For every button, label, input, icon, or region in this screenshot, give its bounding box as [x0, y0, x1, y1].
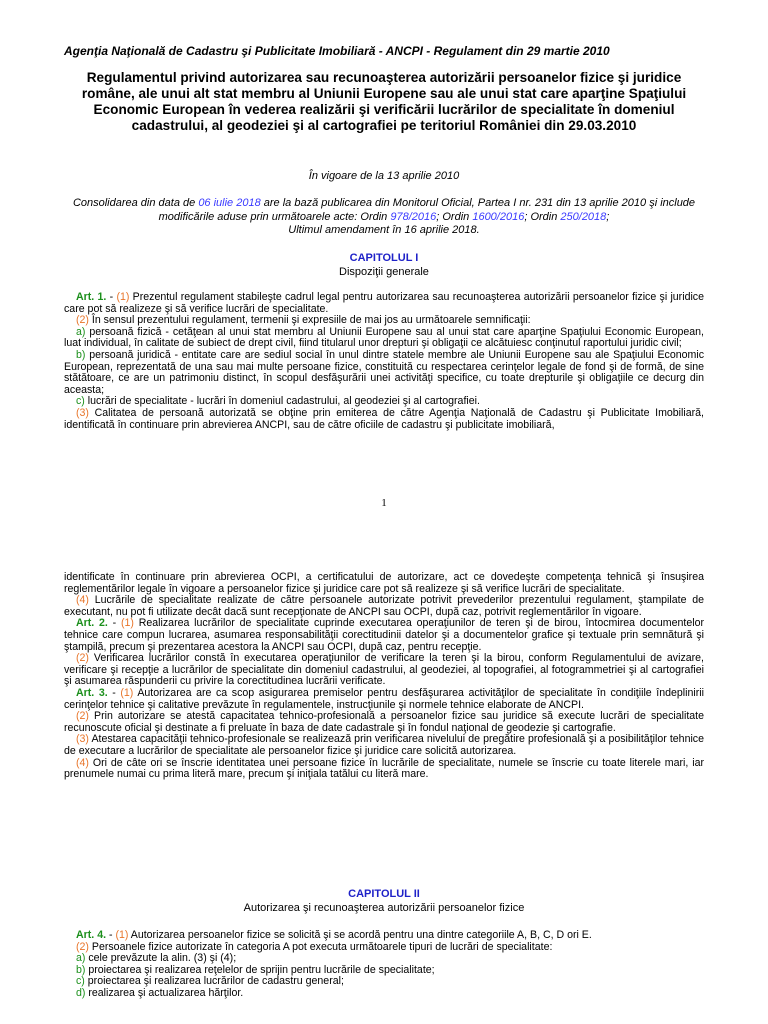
chapter-title: CAPITOLUL I: [349, 252, 419, 264]
article-dash: -: [106, 929, 116, 941]
consolidation-text: ; Ordin: [524, 210, 561, 223]
consolidation-text: ; Ordin: [436, 210, 473, 223]
article-label[interactable]: Art. 1.: [76, 291, 107, 303]
consolidation-note: [64, 197, 704, 238]
article-2-paragraph-2: [64, 653, 704, 688]
ordin-1600-link[interactable]: 1600/2016: [472, 210, 525, 223]
article-2-paragraph-1: [64, 618, 704, 653]
last-amendment: Ultimul amendament în 16 aprilie 2018.: [288, 224, 480, 236]
article-3-paragraph-1: [64, 688, 704, 711]
article-dash: -: [107, 617, 121, 630]
consolidation-text: ;: [606, 210, 610, 223]
article-dash: -: [106, 291, 117, 303]
in-force-date: În vigoare de la 13 aprilie 2010: [308, 170, 460, 182]
chapter-subtitle: Dispoziţii generale: [339, 266, 429, 278]
letter-label[interactable]: c): [76, 975, 85, 988]
paragraph-number[interactable]: (2): [76, 652, 89, 665]
paragraph-text: identificate în continuare prin abrevierea OCPI, a certificatului de autorizare, act ce dovedeşte competenţa tehnică şi însuşirea reglementărilor legale în vigoare a persoanelor fizice şi juridice care pot să realizeze şi să verifice lucrări de specialitate.: [64, 571, 704, 595]
letter-label[interactable]: d): [76, 986, 86, 999]
article-label[interactable]: Art. 2.: [76, 617, 108, 630]
paragraph-text: Autorizarea are ca scop asigurarea premiselor pentru desfăşurarea activităţilor de specialitate în condiţiile îndeplinirii cerinţelor tehnice şi calitative prevăzute în regulamentele, instrucţiunile şi normele tehnice elaborate de ANCPI.: [64, 686, 704, 711]
paragraph-number[interactable]: (2): [76, 710, 89, 723]
paragraph-text: Calitatea de persoană autorizată se obţine prin emiterea de către Agenţia Naţională de Cadastru şi Publicitate Imobiliară, identificată în continuare prin abrevierea ANCPI, sau de către oficiile de cadastru şi publicitate imobiliară,: [64, 406, 704, 431]
paragraph-text: Lucrările de specialitate realizate de către persoanele autorizate potrivit prevederilor prezentului regulament, ştampilate de executant, nu pot fi utilizate decât dacă sunt recepţionate de ANCPI sau OCPI, după caz, potrivit reglementărilor în vigoare.: [64, 594, 704, 618]
article-1-paragraph-3: [64, 408, 704, 431]
article-1-paragraph-1: [64, 292, 704, 315]
paragraph-number[interactable]: (3): [76, 406, 89, 419]
letter-label[interactable]: c): [76, 395, 85, 408]
page-1-body: [64, 292, 704, 431]
paragraph-text: Atestarea capacităţii tehnico-profesionale se realizează prin verificarea nivelului de pregătire profesională şi a posibilităţilor tehnice de executare a lucrărilor de specialitate ale persoanelor fizice şi juridice care solicită autorizarea.: [64, 733, 704, 757]
article-1-paragraph-4: [64, 595, 704, 618]
consolidation-text: Consolidarea din data de: [72, 197, 199, 209]
paragraph-text: Verificarea lucrărilor constă în executarea operaţiunilor de verificare la teren şi la birou, conform Regulamentului de avizare, verificare şi recepţie a lucrărilor de specialitate din domeniul cadastrului, al geodeziei, al topografiei, al fotogrammetriei şi al cartografiei şi asumarea răspunderii cu privire la corectitudinea lucrării verificate.: [64, 652, 704, 688]
article-3-paragraph-4: [64, 758, 704, 781]
ordin-978-link[interactable]: 978/2016: [390, 210, 437, 223]
chapter-1-heading: [64, 252, 704, 278]
chapter-2-heading: [64, 888, 704, 914]
consolidation-text: are la bază publicarea din Monitorul Oficial, Partea I nr. 231 din 13 aprilie 2010 şi include modificările aduse prin următoarele acte: Ordin: [158, 197, 696, 223]
article-1-letter-a: [64, 327, 704, 350]
paragraph-number[interactable]: (4): [76, 594, 89, 607]
paragraph-text: Autorizarea persoanelor fizice se solicită şi se acordă pentru una dintre categoriile A, B, C, D ori E.: [128, 929, 592, 941]
article-3-paragraph-2: [64, 711, 704, 734]
letter-label[interactable]: a): [76, 952, 86, 965]
paragraph-text: În sensul prezentului regulament, termenii şi expresiile de mai jos au următoarele semnificaţii:: [88, 314, 531, 327]
paragraph-text: Realizarea lucrărilor de specialitate cuprinde executarea operaţiunilor de teren şi de birou, întocmirea documentelor tehnice care compun lucrarea, asumarea responsabilităţii corectitudinii datelor şi a documentelor grafice şi textuale prin semnătură şi ştampilă, precum şi prezentarea acestora la ANCPI sau OCPI, după caz, pentru recepţie.: [64, 617, 704, 653]
article-1-letter-b: [64, 350, 704, 396]
paragraph-number[interactable]: (1): [121, 617, 134, 630]
paragraph-number[interactable]: (2): [76, 314, 89, 327]
paragraph-number[interactable]: (1): [120, 686, 134, 699]
letter-label[interactable]: b): [76, 963, 86, 976]
article-3-paragraph-3: [64, 734, 704, 757]
paragraph-number[interactable]: (1): [115, 929, 129, 941]
letter-text: cele prevăzute la alin. (3) şi (4);: [85, 952, 237, 965]
letter-label[interactable]: a): [76, 325, 86, 338]
paragraph-text: Persoanele fizice autorizate în categoria A pot executa următoarele tipuri de lucrări de specialitate:: [88, 940, 553, 953]
chapter-subtitle: Autorizarea şi recunoaşterea autorizării persoanelor fizice: [243, 902, 525, 914]
article-label[interactable]: Art. 3.: [76, 686, 108, 699]
paragraph-text: Prezentul regulament stabileşte cadrul legal pentru autorizarea sau recunoaşterea autorizării persoanelor fizice şi juridice care pot să realizeze şi să verifice lucrări de specialitate.: [64, 291, 704, 315]
chapter-2-body: [64, 930, 704, 1000]
article-1-paragraph-3-continued: [64, 572, 704, 595]
ordin-250-link[interactable]: 250/2018: [560, 210, 607, 223]
regulation-title: Regulamentul privind autorizarea sau recunoaşterea autorizării persoanelor fizice şi juridice române, ale unui alt stat membru al Uniunii Europene sau ale unui stat care aparţine Spaţiului Economic European în vederea realizării şi verificării lucrărilor de specialitate în domeniul cadastrului, al geodeziei şi al cartografiei pe teritoriul României din 29.03.2010: [81, 70, 687, 133]
letter-text: proiectarea şi realizarea lucrărilor de cadastru general;: [84, 975, 344, 988]
article-dash: -: [107, 686, 121, 699]
paragraph-number[interactable]: (2): [76, 940, 89, 953]
consolidation-date-link[interactable]: 06 iulie 2018: [198, 197, 261, 209]
letter-text: persoană fizică - cetăţean al unui stat membru al Uniunii Europene sau al unui stat care aparţine Spaţiului Economic European, luat individual, în calitate de subiect de drept civil, fiind titularul unor drepturi şi obligaţii ce alcătuiesc conţinutul raportului juridic civil;: [64, 325, 704, 350]
page-number: 1: [381, 497, 387, 509]
letter-text: realizarea şi actualizarea hărţilor.: [85, 986, 244, 999]
document-header: Agenţia Naţională de Cadastru şi Publicitate Imobiliară - ANCPI - Regulament din 29 martie 2010: [64, 44, 610, 58]
letter-text: proiectarea şi realizarea reţelelor de sprijin pentru lucrările de specialitate;: [85, 963, 435, 976]
chapter-title: CAPITOLUL II: [348, 888, 420, 900]
paragraph-text: Ori de câte ori se înscrie identitatea unei persoane fizice în lucrările de specialitate, numele se înscrie cu toate literele mari, iar prenumele numai cu prima literă mare, precum şi iniţiala tatălui cu literă mare.: [64, 756, 704, 781]
paragraph-number[interactable]: (1): [116, 291, 130, 303]
letter-text: persoană juridică - entitate care are sediul social în unul dintre statele membre ale Uniunii Europene sau ale Spaţiului Economic European, reprezentată de una sau mai multe persoane fizice, constituită cu respectarea cerinţelor legale de fond şi de formă, de sine stătătoare, ce are un patrimoniu distinct, în scopul desfăşurării unei activităţi specifice, cu toate drepturile şi obligaţiile ce decurg din aceasta;: [64, 348, 704, 396]
letter-text: lucrări de specialitate - lucrări în domeniul cadastrului, al geodeziei şi al cartografiei.: [84, 395, 480, 408]
article-label[interactable]: Art. 4.: [76, 929, 107, 941]
article-4-letter-d: [64, 988, 704, 1000]
paragraph-number[interactable]: (4): [76, 756, 89, 769]
paragraph-number[interactable]: (3): [76, 733, 89, 746]
paragraph-text: Prin autorizare se atestă capacitatea tehnico-profesională a persoanelor fizice sau juridice să execute lucrări de specialitate recunoscute oficial şi destinate a fi preluate în baza de date cadastrale şi în fondul naţional de geodezie şi cartografie.: [64, 710, 704, 734]
page-2-body: [64, 572, 704, 781]
letter-label[interactable]: b): [76, 348, 86, 361]
